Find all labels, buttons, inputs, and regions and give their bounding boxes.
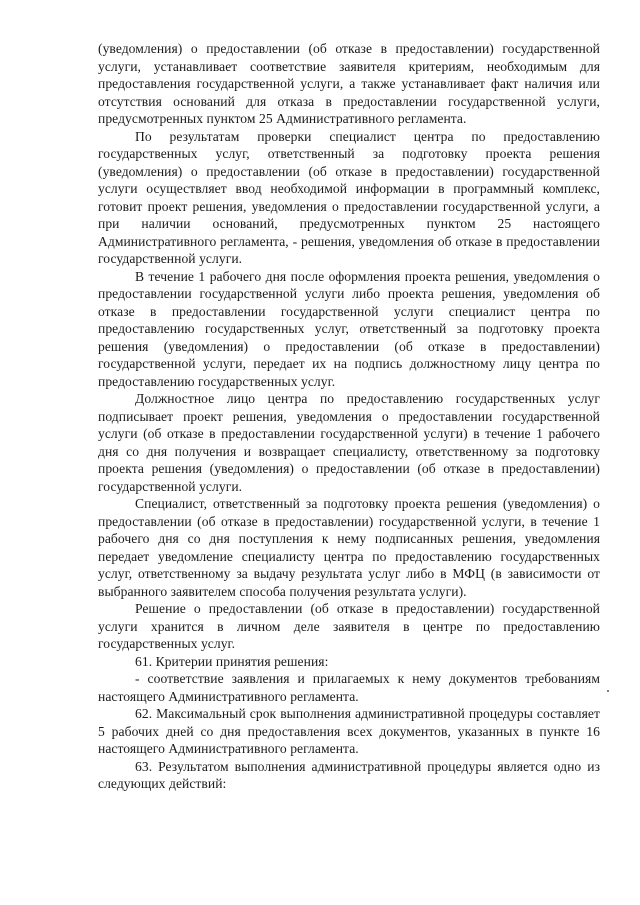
paragraph-official-signs: Должностное лицо центра по предоставлению государственных услуг подписывает проект решения, уведомления о предоставлении государственной услуги (об отказе в предоставлении государственной услуги) в течение 1 рабочего дня со дня получения и возвращает специалисту, ответственному за подготовку проекта решения (уведомления) о предоставлении (об отказе в предоставлении) государственной услуги. bbox=[98, 391, 600, 494]
paragraph-continuation: (уведомления) о предоставлении (об отказе в предоставлении) государственной услуги, устанавливает соответствие заявителя критериям, необходимым для предоставления государственной услуги, а также устанавливает факт наличия или отсутствия оснований для отказа в предоставлении государственной услуги, предусмотренных пунктом 25 Административного регламента. bbox=[98, 41, 600, 126]
paragraph-one-day: В течение 1 рабочего дня после оформления проекта решения, уведомления о предоставлении государственной услуги либо проекта решения, уведомления об отказе в предоставлении государственной услуги специалист центра по предоставлению государственных услуг, ответственный за подготовку проекта решения (уведомления) о предоставлении (об отказе в предоставлении) государственной услуги, передает их на подпись должностному лицу центра по предоставлению государственных услуг. bbox=[98, 268, 600, 389]
paragraph-61-heading: 61. Критерии принятия решения: bbox=[135, 653, 329, 669]
document-body bbox=[98, 40, 600, 793]
paragraph-61-criterion: - соответствие заявления и прилагаемых к нему документов требованиям настоящего Административного регламента. bbox=[98, 671, 600, 704]
paragraph-62: 62. Максимальный срок выполнения административной процедуры составляет 5 рабочих дней со дня предоставления всех документов, указанных в пункте 16 настоящего Административного регламента. bbox=[98, 706, 600, 756]
paragraph-check-results: По результатам проверки специалист центра по предоставлению государственных услуг, ответственный за подготовку проекта решения (уведомления) о предоставлении (об отказе в предоставлении) государственной услуги осуществляет ввод необходимой информации в программный комплекс, готовит проект решения, уведомления о предоставлении государственной услуги, а при наличии оснований, предусмотренных пунктом 25 настоящего Административного регламента, - решения, уведомления об отказе в предоставлении государственной услуги. bbox=[98, 128, 600, 266]
paragraph-decision-stored: Решение о предоставлении (об отказе в предоставлении) государственной услуги хранится в личном деле заявителя в центре по предоставлению государственных услуг. bbox=[98, 601, 600, 651]
paragraph-63: 63. Результатом выполнения административной процедуры является одно из следующих действий: bbox=[98, 758, 600, 791]
paragraph-specialist-transfer: Специалист, ответственный за подготовку проекта решения (уведомления) о предоставлении (об отказе в предоставлении) государственной услуги, в течение 1 рабочего дня со дня поступления к нему подписанных решения, уведомления передает уведомление специалисту центра по предоставлению государственных услуг, ответственному за выдачу результата услуг либо в МФЦ (в зависимости от выбранного заявителем способа получения результата услуги). bbox=[98, 496, 600, 599]
scan-speck bbox=[607, 690, 609, 692]
